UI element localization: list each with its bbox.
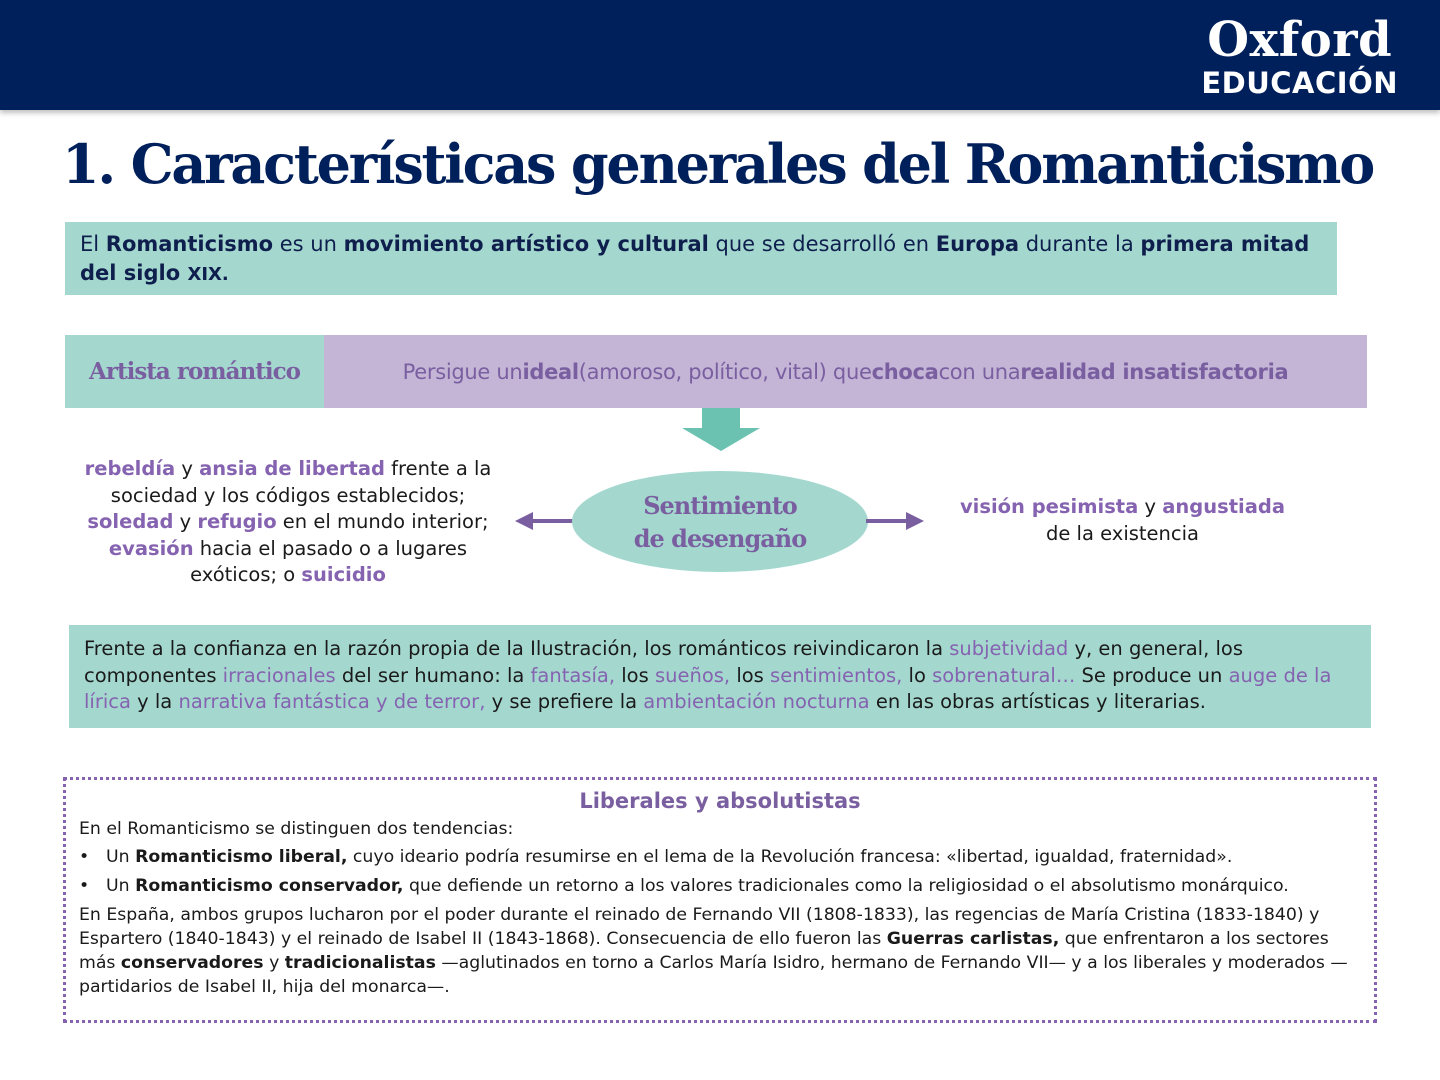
- intro-text: El: [80, 232, 106, 256]
- middle-text: lo: [902, 663, 933, 687]
- liberales-absolutistas-box: [63, 777, 1377, 1023]
- middle-text: en las obras artísticas y literarias.: [869, 690, 1206, 713]
- p2-text: que enfrentaron a los sectores más: [79, 929, 1329, 973]
- middle-text: y se prefiere la: [485, 690, 644, 713]
- term-conservadores: conservadores: [120, 953, 264, 973]
- artist-description: [324, 335, 1367, 408]
- middle-text: del ser humano: la: [335, 663, 531, 687]
- p2-text: y: [263, 953, 285, 973]
- left-consequences-text: [70, 456, 506, 589]
- artist-desc-choca: choca: [871, 359, 939, 384]
- left-text: y: [173, 510, 198, 533]
- term-irracionales: irracionales: [222, 663, 336, 687]
- term-evasion: evasión: [108, 536, 194, 560]
- term-guerras-carlistas: Guerras carlistas,: [886, 929, 1060, 949]
- term-refugio: refugio: [197, 510, 277, 533]
- term-rebeldia: rebeldía: [84, 457, 176, 480]
- logo-wordmark-educacion: EDUCACIÓN: [1201, 66, 1398, 100]
- down-arrow-icon: [682, 408, 760, 452]
- bullet-icon: •: [79, 876, 90, 896]
- intro-term-europa: Europa: [935, 232, 1020, 256]
- term-narrativa-fantastica: narrativa fantástica y de terror,: [178, 690, 486, 713]
- box-spain-paragraph: [79, 903, 1361, 999]
- left-text: frente a la sociedad y los códigos establecidos;: [110, 457, 492, 507]
- artist-desc-text: (amoroso, político, vital) que: [578, 359, 872, 384]
- intro-text: durante la: [1019, 232, 1141, 256]
- intro-term-primera-mitad: primera mitad del siglo: [80, 232, 1310, 285]
- right-text: y: [1138, 495, 1163, 518]
- p2-text: —aglutinados en torno a Carlos María Isidro, hermano de Fernando VII— y a los liberales y moderados —partidarios de Isabel II, hija del monarca—.: [79, 953, 1348, 997]
- middle-text: los: [615, 663, 655, 687]
- box-intro-paragraph: En el Romanticismo se distinguen dos tendencias:: [79, 819, 514, 839]
- intro-term-romanticismo: Romanticismo: [105, 232, 274, 256]
- artist-desc-realidad: realidad insatisfactoria: [1020, 359, 1289, 384]
- artist-desc-ideal: ideal: [522, 359, 579, 384]
- p2-text: En España, ambos grupos lucharon por el poder durante el reinado de Fernando VII (1808-1833), las regencias de María Cristina (1833-1840) y Espartero (1840-1843) y el reinado de Isabel II (1843-1868). Consecuencia de ello fueron las: [79, 905, 1320, 949]
- bullet-icon: •: [79, 847, 90, 867]
- oval-line-1: Sentimiento: [643, 490, 797, 520]
- page-title: 1. Características generales del Romanticismo: [62, 132, 1374, 196]
- left-text: en el mundo interior;: [276, 510, 489, 533]
- term-romanticismo-conservador: Romanticismo conservador,: [135, 876, 404, 896]
- list-item: [79, 874, 1361, 898]
- term-subjetividad: subjetividad: [949, 637, 1069, 660]
- intro-term-movimiento: movimiento artístico y cultural: [343, 232, 709, 256]
- artist-desc-text: Persigue un: [402, 359, 523, 384]
- left-text: hacia el pasado o a lugares exóticos; o: [190, 536, 468, 586]
- list-text: Un: [106, 847, 136, 867]
- left-arrow-icon: [515, 511, 573, 531]
- term-ambientacion-nocturna: ambientación nocturna: [643, 690, 870, 713]
- middle-text: y, en general, los componentes: [84, 637, 1243, 687]
- box-title: Liberales y absolutistas: [579, 789, 861, 813]
- term-tradicionalistas: tradicionalistas: [284, 953, 436, 973]
- middle-text: los: [730, 663, 771, 687]
- center-oval-desengano: [572, 471, 868, 572]
- tendencies-list: [79, 845, 1361, 898]
- list-text: cuyo ideario podría resumirse en el lema de la Revolución francesa: «libertad, igualdad, fraternidad».: [347, 847, 1233, 867]
- intro-text: que se desarrolló en: [708, 232, 936, 256]
- intro-term-siglo: XIX.: [187, 264, 229, 285]
- left-text: y: [175, 457, 200, 480]
- term-vision-pesimista: visión pesimista: [959, 495, 1139, 518]
- right-arrow-icon: [866, 511, 924, 531]
- artist-label: Artista romántico: [65, 335, 324, 408]
- list-text: que defiende un retorno a los valores tradicionales como la religiosidad o el absolutismo monárquico.: [403, 876, 1289, 896]
- list-item: [79, 845, 1361, 869]
- term-auge-lirica: auge de la lírica: [84, 663, 1332, 713]
- middle-text: Frente a la confianza en la razón propia de la Ilustración, los románticos reivindicaron la: [84, 637, 950, 660]
- term-angustiada: angustiada: [1162, 495, 1286, 518]
- term-suenos: sueños,: [654, 663, 731, 687]
- middle-text: Se produce un: [1075, 663, 1229, 687]
- header-bar: [0, 0, 1440, 110]
- term-sobrenatural: sobrenatural…: [932, 663, 1076, 687]
- oxford-educacion-logo: [1201, 12, 1398, 98]
- right-consequences-text: [930, 493, 1315, 547]
- term-ansia-libertad: ansia de libertad: [199, 457, 385, 480]
- term-fantasia: fantasía,: [530, 663, 616, 687]
- term-suicidio: suicidio: [301, 563, 386, 586]
- subjectivity-box: [69, 625, 1371, 728]
- term-soledad: soledad: [87, 510, 174, 533]
- term-sentimientos: sentimientos,: [770, 663, 903, 687]
- oval-line-2: de desengaño: [633, 523, 807, 553]
- logo-wordmark-oxford: Oxford: [1207, 12, 1393, 68]
- list-text: Un: [106, 876, 136, 896]
- right-text-line-2: de la existencia: [1045, 522, 1199, 545]
- artist-desc-text: con una: [938, 359, 1021, 384]
- intro-definition-box: [65, 222, 1337, 295]
- intro-text: es un: [273, 232, 344, 256]
- term-romanticismo-liberal: Romanticismo liberal,: [135, 847, 348, 867]
- middle-text: y la: [130, 690, 179, 713]
